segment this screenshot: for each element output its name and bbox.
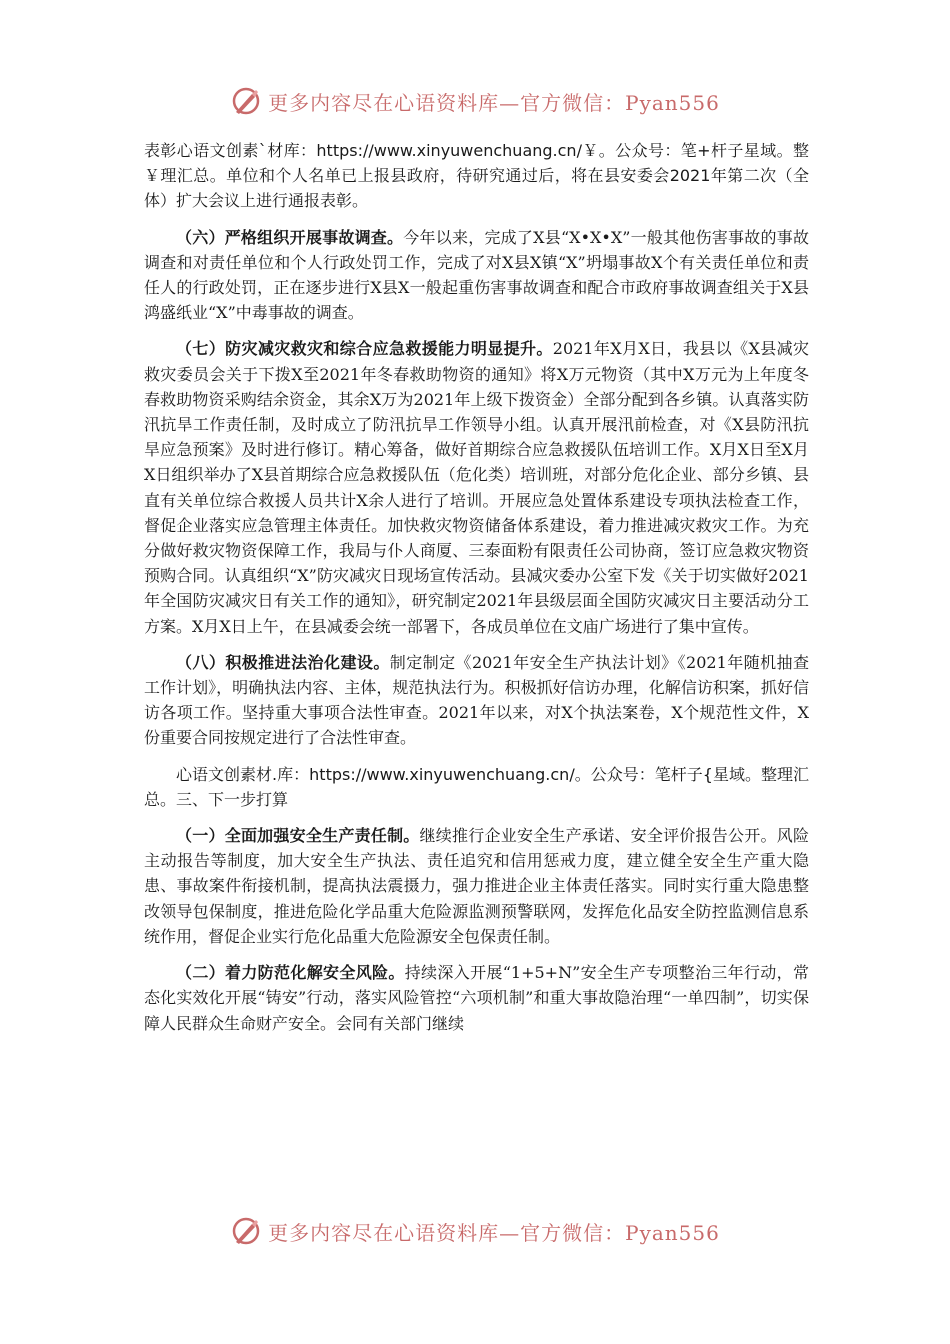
paragraph-heading: （二）着力防范化解安全风险。 — [176, 963, 405, 983]
paragraph-4 — [144, 650, 809, 751]
header-banner — [0, 78, 950, 124]
paragraph-heading: （一）全面加强安全生产责任制。 — [176, 826, 420, 846]
paragraph-7 — [144, 960, 809, 1036]
paragraph-5 — [144, 762, 809, 812]
footer-banner-text: 更多内容尽在心语资料库—官方微信：Pyan556 — [268, 1220, 720, 1245]
footer-banner — [0, 1208, 950, 1254]
paragraph-text: 持续深入开展“1+5+N”安全生产专项整治三年行动，常态化实效化开展“铸安”行动，落实风险管控“六项机制”和重大事故隐治理“一单四制”，切实保障人民群众生命财产安全。会同有关部门继续 — [144, 963, 809, 1033]
paragraph-2 — [144, 225, 809, 326]
paragraph-heading: （六）严格组织开展事故调查。 — [176, 227, 404, 247]
document-body — [144, 138, 809, 1047]
paragraph-text: 2021年X月X日，我县以《X县减灾救灾委员会关于下拨X至2021年冬春救助物资的通知》将X万元物资（其中X万元为上年度冬春救助物资采购结余资金，其余X万为2021年上级下拨资金）全部分配到各乡镇。认真落实防汛抗旱工作责任制，及时成立了防汛抗旱工作领导小组。认真开展汛前检查，对《X县防汛抗旱应急预案》及时进行修订。精心筹备，做好首期综合应急救援队伍培训工作。X月X日至X月X日组织举办了X县首期综合应急救援队伍（危化类）培训班，对部分危化企业、部分乡镇、县直有关单位综合救援人员共计X余人进行了培训。开展应急处置体系建设专项执法检查工作，督促企业落实应急管理主体责任。加快救灾物资储备体系建设，着力推进减灾救灾工作。为充分做好救灾物资保障工作，我局与仆人商厦、三泰面粉有限责任公司协商，签订应急救灾物资预购合同。认真组织“X”防灾减灾日现场宣传活动。县减灾委办公室下发《关于切实做好2021年全国防灾减灾日有关工作的通知》，研究制定2021年县级层面全国防灾减灾日主要活动分工方案。X月X日上午，在县减委会统一部署下，各成员单位在文庙广场进行了集中宣传。 — [144, 339, 809, 636]
brush-logo-icon — [230, 85, 262, 117]
paragraph-heading: （八）积极推进法治化建设。 — [176, 652, 390, 672]
paragraph-6 — [144, 823, 809, 949]
paragraph-3 — [144, 336, 809, 638]
paragraph-text: 制定制定《2021年安全生产执法计划》《2021年随机抽查工作计划》，明确执法内容、主体，规范执法行为。积极抓好信访办理，化解信访积案，抓好信访各项工作。坚持重大事项合法性审查。2021年以来，对X个执法案卷，X个规范性文件，X份重要合同按规定进行了合法性审查。 — [144, 652, 809, 748]
header-banner-text: 更多内容尽在心语资料库—官方微信：Pyan556 — [268, 90, 720, 115]
brush-logo-icon — [230, 1215, 262, 1247]
paragraph-text: 表彰心语文创素`材库：https://www.xinyuwenchuang.cn/￥。公众号：笔+杆子星域。整￥理汇总。单位和个人名单已上报县政府，待研究通过后，将在县安委会2021年第二次（全体）扩大会议上进行通报表彰。 — [144, 141, 809, 211]
paragraph-text: 心语文创素材.库：https://www.xinyuwenchuang.cn/。公众号：笔杆子{星域。整理汇总。三、下一步打算 — [144, 764, 809, 809]
paragraph-text: 今年以来，完成了X县“X•X•X”一般其他伤害事故的事故调查和对责任单位和个人行政处罚工作，完成了对X县X镇“X”坍塌事故X个有关责任单位和责任人的行政处罚，正在逐步进行X县X一般起重伤害事故调查和配合市政府事故调查组关于X县鸿盛纸业“X”中毒事故的调查。 — [144, 227, 809, 323]
paragraph-heading: （七）防灾减灾救灾和综合应急救援能力明显提升。 — [176, 339, 553, 359]
paragraph-1 — [144, 138, 809, 214]
paragraph-text: 继续推行企业安全生产承诺、安全评价报告公开。风险主动报告等制度，加大安全生产执法、责任追究和信用惩戒力度，建立健全安全生产重大隐患、事故案件衔接机制，提高执法震摄力，强力推进企业主体责任落实。同时实行重大隐患整改领导包保制度，推进危险化学品重大危险源监测预警联网，发挥危化品安全防控监测信息系统作用，督促企业实行危化品重大危险源安全包保责任制。 — [144, 826, 809, 946]
